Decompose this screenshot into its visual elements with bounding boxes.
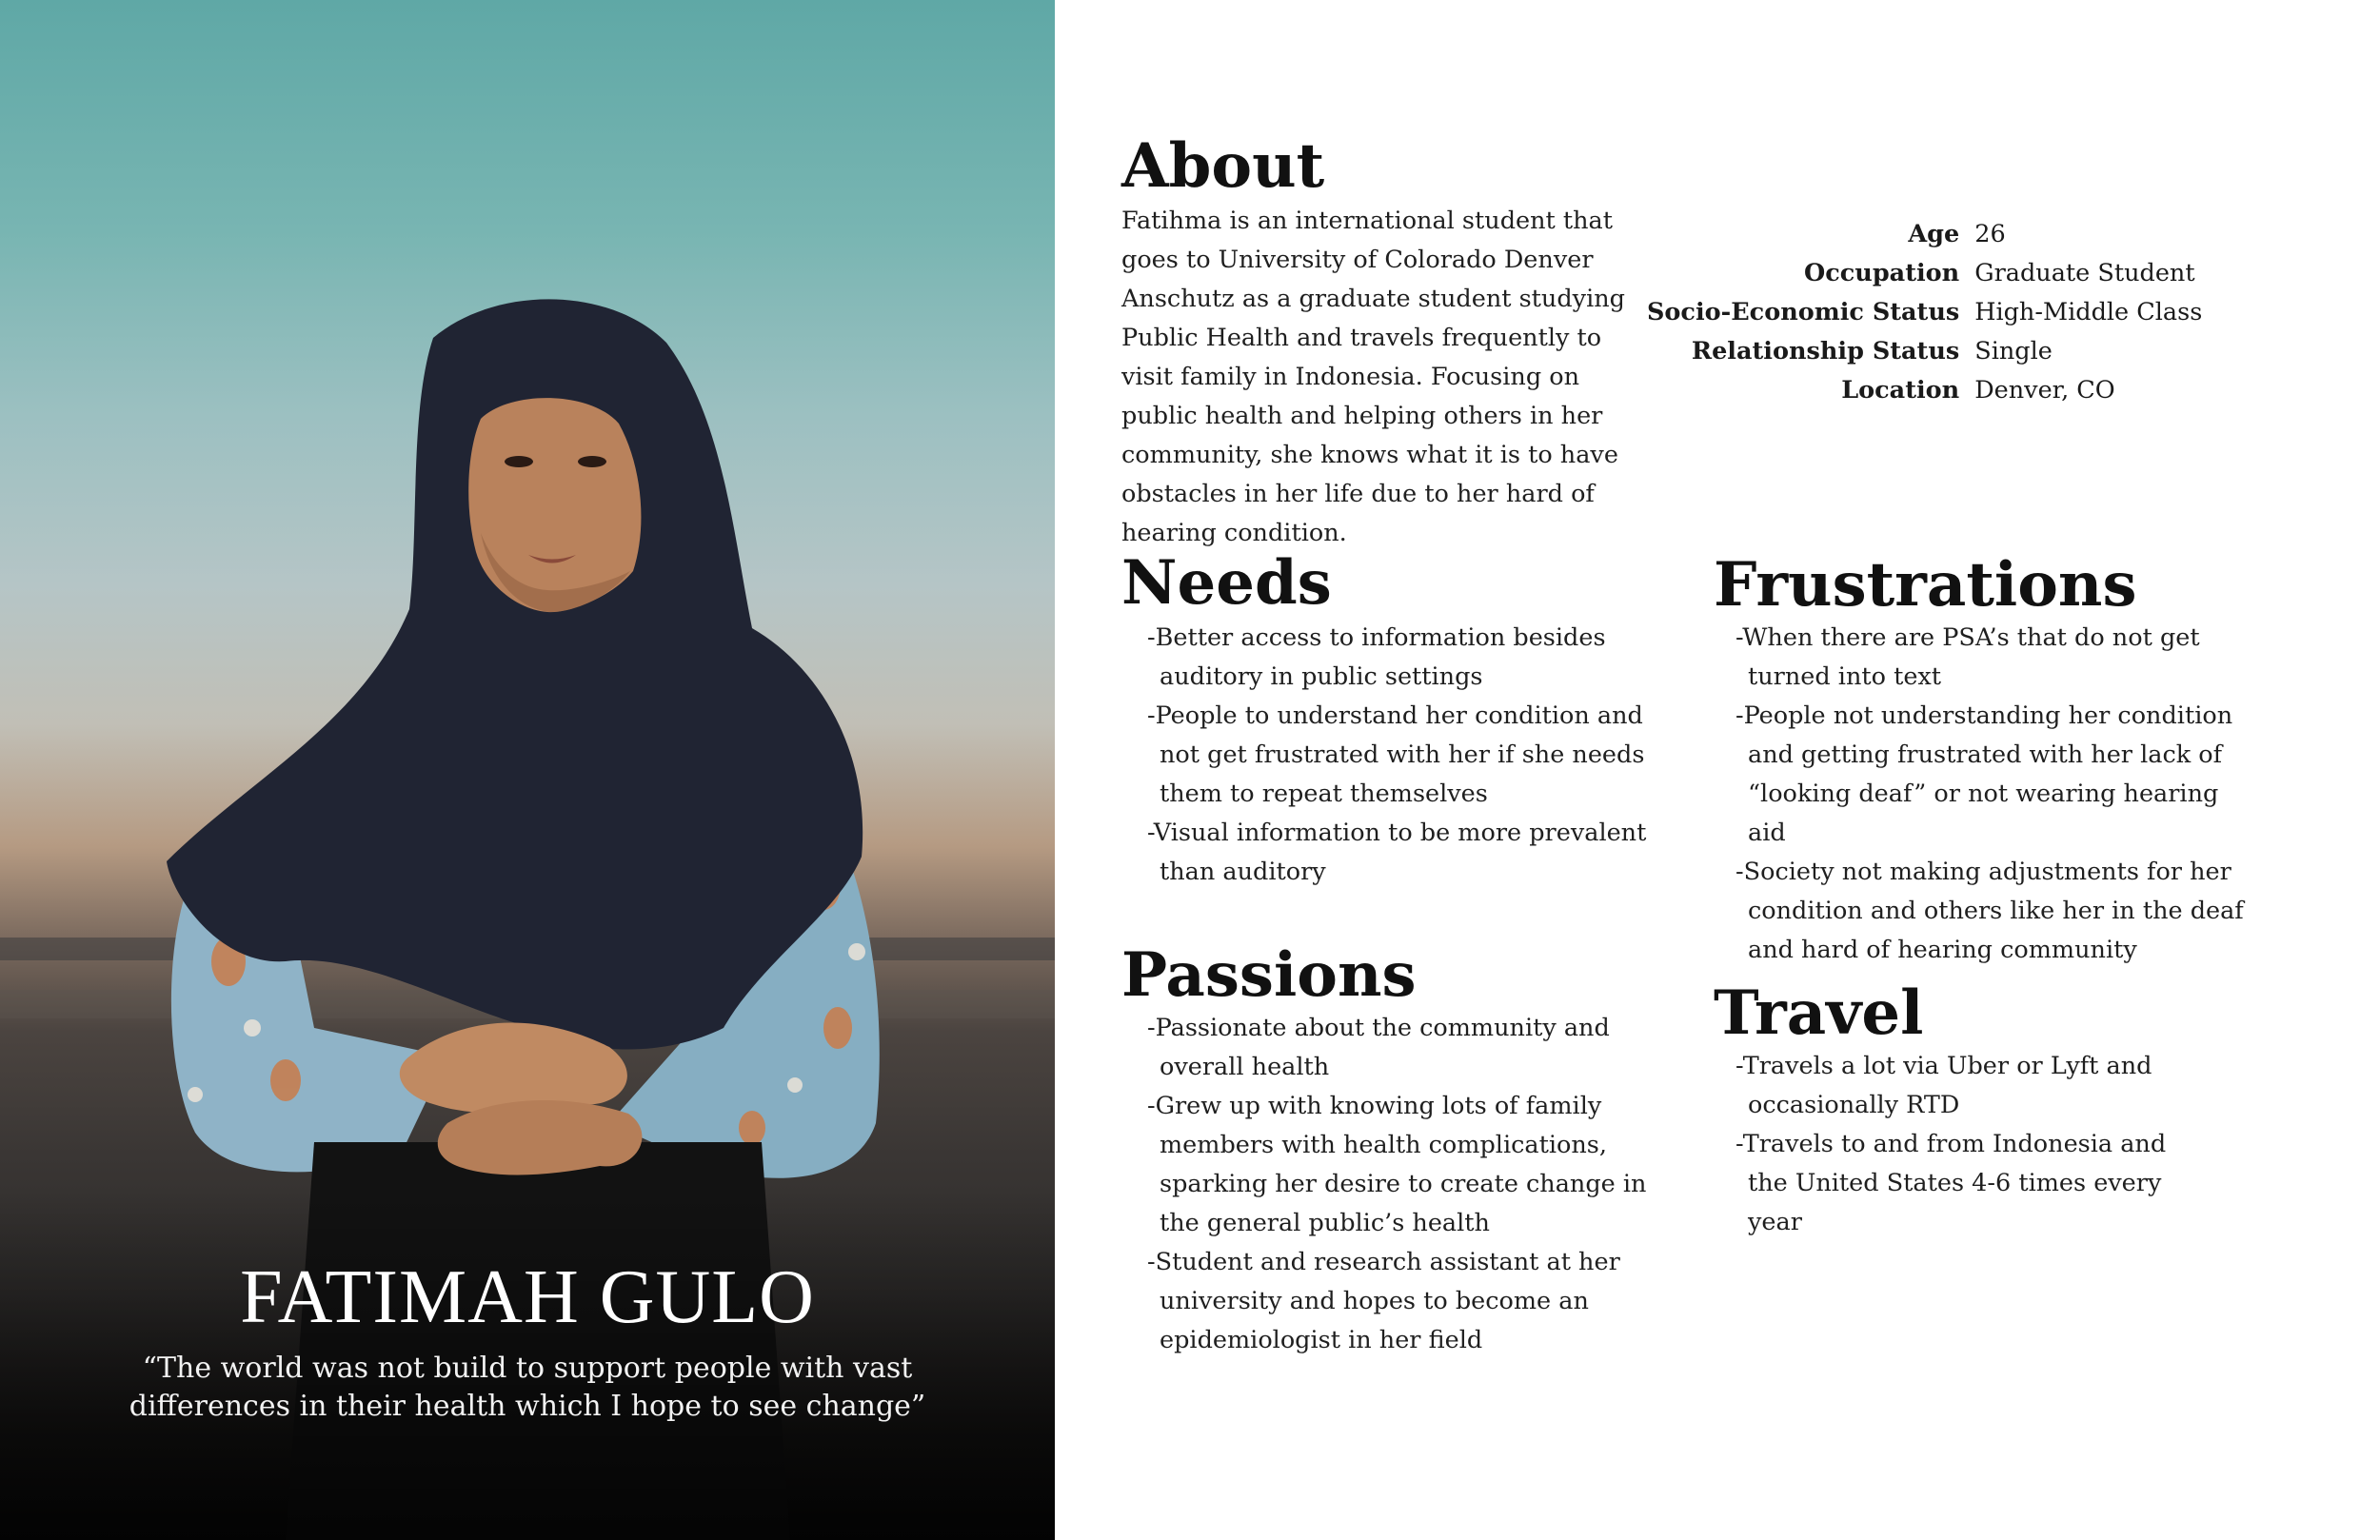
list-item: -People not understanding her condition and getting frustrated with her lack of “looking deaf” or not wearing hearing aid xyxy=(1735,701,2233,847)
stat-label: Age xyxy=(1908,220,1960,248)
list-item: -Better access to information besides auditory in public settings xyxy=(1147,623,1606,691)
stat-value: 26 xyxy=(1974,220,2006,248)
needs-heading: Needs xyxy=(1121,547,1332,619)
stat-label: Location xyxy=(1841,376,1960,405)
stat-label: Relationship Status xyxy=(1691,337,1960,365)
stat-row-location xyxy=(1647,371,2202,410)
list-item: -Student and research assistant at her university and hopes to become an epidemiologist in her field xyxy=(1147,1248,1620,1354)
list-item: -Travels to and from Indonesia and the United States 4-6 times every year xyxy=(1735,1130,2167,1236)
stat-label: Socio-Economic Status xyxy=(1647,298,1960,326)
stat-row-occupation xyxy=(1647,254,2202,293)
travel-heading: Travel xyxy=(1714,977,1924,1049)
about-text: Fatihma is an international student that goes to University of Colorado Denver Anschutz as a graduate student studying Public Health and travels frequently to visit family in Indonesia. Focusing on public health and helping others in her community, she knows what it is to have obstacles in her life due to her hard of hearing condition. xyxy=(1121,207,1625,547)
persona-quote: “The world was not build to support people with vast differences in their health which I hope to see change” xyxy=(129,1352,926,1423)
stat-value: Single xyxy=(1974,337,2053,365)
stat-value: Denver, CO xyxy=(1974,376,2115,405)
list-item: -Passionate about the community and overall health xyxy=(1147,1014,1610,1081)
list-item: -Grew up with knowing lots of family members with health complications, sparking her desire to create change in the general public’s health xyxy=(1147,1092,1647,1237)
list-item: -Society not making adjustments for her condition and others like her in the deaf and hard of hearing community xyxy=(1735,858,2244,964)
passions-list xyxy=(1147,1009,1680,1360)
travel-list xyxy=(1735,1047,2192,1242)
stat-value: Graduate Student xyxy=(1974,259,2195,287)
list-item: -People to understand her condition and not get frustrated with her if she needs them to repeat themselves xyxy=(1147,701,1645,808)
list-item: -Visual information to be more prevalent than auditory xyxy=(1147,819,1647,886)
frustrations-heading: Frustrations xyxy=(1714,549,2137,621)
portrait-photo-panel xyxy=(0,0,1055,1540)
list-item: -When there are PSA’s that do not get turned into text xyxy=(1735,623,2200,691)
demographics-table xyxy=(1647,215,2202,410)
stat-row-relationship xyxy=(1647,332,2202,371)
persona-name: FATIMAH GULO xyxy=(240,1255,815,1339)
needs-list xyxy=(1147,619,1661,892)
stat-value: High-Middle Class xyxy=(1974,298,2203,326)
passions-heading: Passions xyxy=(1121,939,1417,1011)
stat-row-socio-economic xyxy=(1647,293,2202,332)
about-heading: About xyxy=(1121,130,1325,202)
frustrations-list xyxy=(1735,619,2250,970)
stat-row-age xyxy=(1647,215,2202,254)
stat-label: Occupation xyxy=(1804,259,1960,287)
list-item: -Travels a lot via Uber or Lyft and occasionally RTD xyxy=(1735,1052,2152,1119)
